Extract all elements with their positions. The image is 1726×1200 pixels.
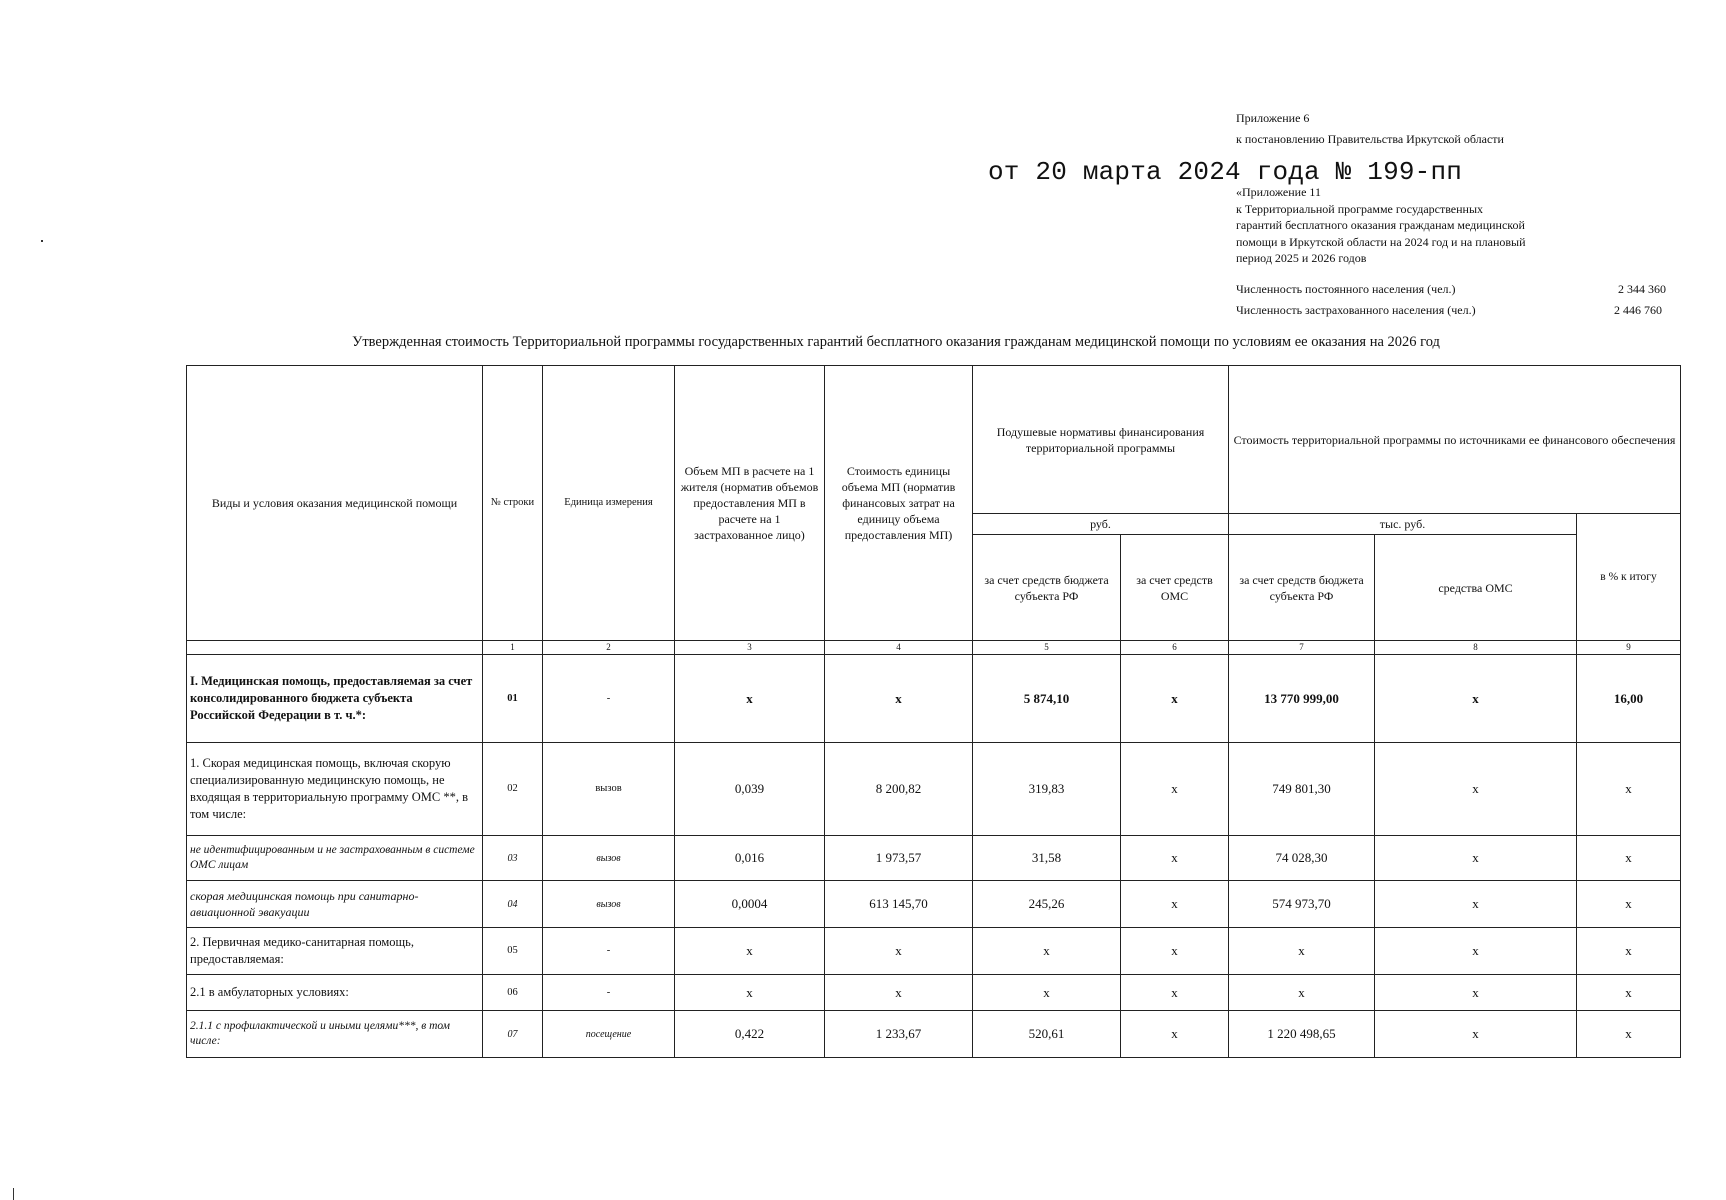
appendix-header: [1236, 110, 1706, 148]
row-name: 2.1 в амбулаторных условиях:: [187, 975, 483, 1011]
column-number: 4: [825, 641, 973, 655]
row-per-capita-budget: 5 874,10: [973, 655, 1121, 743]
row-number: 05: [483, 928, 543, 975]
row-cost-budget: 749 801,30: [1229, 743, 1375, 836]
row-cost-budget: x: [1229, 975, 1375, 1011]
table-row: [187, 836, 1681, 881]
table-row: [187, 1011, 1681, 1058]
column-number-blank: [187, 641, 483, 655]
row-per-capita-oms: x: [1121, 975, 1229, 1011]
row-volume: 0,422: [675, 1011, 825, 1058]
row-number: 02: [483, 743, 543, 836]
row-name: I. Медицинская помощь, предоставляемая за счет консолидированного бюджета субъекта Российской Федерации в т. ч.*:: [187, 655, 483, 743]
row-volume: x: [675, 928, 825, 975]
row-unit: вызов: [543, 743, 675, 836]
permanent-population-label: Численность постоянного населения (чел.): [1236, 282, 1456, 296]
row-volume: x: [675, 975, 825, 1011]
header-unit-cost: Стоимость единицы объема МП (норматив финансовых затрат на единицу объема предоставления МП): [825, 366, 973, 641]
table-row: [187, 655, 1681, 743]
row-volume: x: [675, 655, 825, 743]
header-per-capita: Подушевые нормативы финансирования территориальной программы: [973, 366, 1229, 514]
row-cost-oms: x: [1375, 836, 1577, 881]
column-number: 1: [483, 641, 543, 655]
row-cost-budget: 13 770 999,00: [1229, 655, 1375, 743]
row-unit-cost: x: [825, 655, 973, 743]
row-per-capita-budget: 31,58: [973, 836, 1121, 881]
row-cost-oms: x: [1375, 743, 1577, 836]
column-number: 2: [543, 641, 675, 655]
row-number: 06: [483, 975, 543, 1011]
row-unit-cost: x: [825, 928, 973, 975]
row-name: 1. Скорая медицинская помощь, включая скорую специализированную медицинскую помощь, не входящая в территориальную программу ОМС **, в том числе:: [187, 743, 483, 836]
header-oms-funds: средства ОМС: [1375, 535, 1577, 641]
header-rub: руб.: [973, 514, 1229, 535]
header-program-cost: Стоимость территориальной программы по источниками ее финансового обеспечения: [1229, 366, 1681, 514]
row-unit: -: [543, 975, 675, 1011]
sub-appendix-line-2: гарантий бесплатного оказания гражданам медицинской: [1236, 218, 1525, 232]
row-volume: 0,0004: [675, 881, 825, 928]
sub-appendix-line-4: период 2025 и 2026 годов: [1236, 251, 1367, 265]
row-cost-oms: x: [1375, 975, 1577, 1011]
insured-population-row: [1236, 302, 1662, 318]
row-name: не идентифицированным и не застрахованным в системе ОМС лицам: [187, 836, 483, 881]
row-percent: x: [1577, 743, 1681, 836]
row-number: 03: [483, 836, 543, 881]
header-unit: Единица измерения: [543, 366, 675, 641]
header-thousand-rub: тыс. руб.: [1229, 514, 1577, 535]
row-unit-cost: 1 973,57: [825, 836, 973, 881]
sub-appendix-number: «Приложение 11: [1236, 185, 1321, 199]
column-number: 7: [1229, 641, 1375, 655]
table-row: [187, 743, 1681, 836]
row-cost-oms: x: [1375, 881, 1577, 928]
row-unit-cost: 1 233,67: [825, 1011, 973, 1058]
insured-population-label: Численность застрахованного населения (чел.): [1236, 303, 1476, 317]
sub-appendix-line-1: к Территориальной программе государственных: [1236, 201, 1484, 216]
table-row: [187, 975, 1681, 1011]
row-per-capita-budget: 520,61: [973, 1011, 1121, 1058]
row-per-capita-oms: x: [1121, 881, 1229, 928]
column-number: 9: [1577, 641, 1681, 655]
scan-edge-mark: [13, 1188, 14, 1200]
table-caption: Утвержденная стоимость Территориальной программы государственных гарантий бесплатного оказания гражданам медицинской помощи по условиям ее оказания на 2026 год: [352, 334, 1440, 350]
appendix-reference: к постановлению Правительства Иркутской области: [1236, 132, 1504, 146]
header-oms: за счет средств ОМС: [1121, 535, 1229, 641]
header-budget-thousand: за счет средств бюджета субъекта РФ: [1229, 535, 1375, 641]
row-per-capita-oms: x: [1121, 655, 1229, 743]
row-percent: x: [1577, 928, 1681, 975]
header-row-number: № строки: [483, 366, 543, 641]
row-number: 07: [483, 1011, 543, 1058]
column-number: 8: [1375, 641, 1577, 655]
row-per-capita-oms: x: [1121, 836, 1229, 881]
row-name: скорая медицинская помощь при санитарно-авиационной эвакуации: [187, 881, 483, 928]
row-per-capita-oms: x: [1121, 743, 1229, 836]
permanent-population-row: [1236, 281, 1666, 297]
row-volume: 0,039: [675, 743, 825, 836]
row-per-capita-oms: x: [1121, 1011, 1229, 1058]
row-unit: вызов: [543, 881, 675, 928]
table-row: [187, 928, 1681, 975]
row-number: 04: [483, 881, 543, 928]
column-number: 5: [973, 641, 1121, 655]
row-volume: 0,016: [675, 836, 825, 881]
row-unit: -: [543, 928, 675, 975]
row-number: 01: [483, 655, 543, 743]
header-budget: за счет средств бюджета субъекта РФ: [973, 535, 1121, 641]
row-percent: x: [1577, 975, 1681, 1011]
appendix-number: Приложение 6: [1236, 111, 1310, 125]
row-cost-budget: x: [1229, 928, 1375, 975]
row-cost-oms: x: [1375, 655, 1577, 743]
header-percent-total: в % к итогу: [1577, 514, 1681, 641]
table-row: [187, 881, 1681, 928]
header-volume: Объем МП в расчете на 1 жителя (норматив объемов предоставления МП в расчете на 1 застрахованное лицо): [675, 366, 825, 641]
column-number: 6: [1121, 641, 1229, 655]
row-cost-budget: 74 028,30: [1229, 836, 1375, 881]
row-unit: -: [543, 655, 675, 743]
row-percent: 16,00: [1577, 655, 1681, 743]
row-unit: вызов: [543, 836, 675, 881]
row-per-capita-oms: x: [1121, 928, 1229, 975]
column-number: 3: [675, 641, 825, 655]
decree-date-number: от 20 марта 2024 года № 199-пп: [988, 157, 1463, 187]
row-cost-oms: x: [1375, 928, 1577, 975]
scan-speck: [41, 240, 43, 242]
row-name: 2. Первичная медико-санитарная помощь, предоставляемая:: [187, 928, 483, 975]
row-unit-cost: 8 200,82: [825, 743, 973, 836]
row-cost-budget: 1 220 498,65: [1229, 1011, 1375, 1058]
row-per-capita-budget: 319,83: [973, 743, 1121, 836]
sub-appendix-line-3: помощи в Иркутской области на 2024 год и на плановый: [1236, 234, 1526, 249]
row-unit: посещение: [543, 1011, 675, 1058]
row-cost-oms: x: [1375, 1011, 1577, 1058]
row-percent: x: [1577, 1011, 1681, 1058]
row-percent: x: [1577, 836, 1681, 881]
row-per-capita-budget: x: [973, 975, 1121, 1011]
permanent-population-value: 2 344 360: [1618, 282, 1666, 296]
insured-population-value: 2 446 760: [1614, 303, 1662, 317]
program-cost-table: [186, 365, 1681, 1058]
row-name: 2.1.1 с профилактической и иными целями***, в том числе:: [187, 1011, 483, 1058]
row-per-capita-budget: 245,26: [973, 881, 1121, 928]
row-cost-budget: 574 973,70: [1229, 881, 1375, 928]
row-per-capita-budget: x: [973, 928, 1121, 975]
header-kind: Виды и условия оказания медицинской помощи: [187, 366, 483, 641]
row-unit-cost: 613 145,70: [825, 881, 973, 928]
row-percent: x: [1577, 881, 1681, 928]
row-unit-cost: x: [825, 975, 973, 1011]
sub-appendix-block: [1236, 184, 1606, 267]
